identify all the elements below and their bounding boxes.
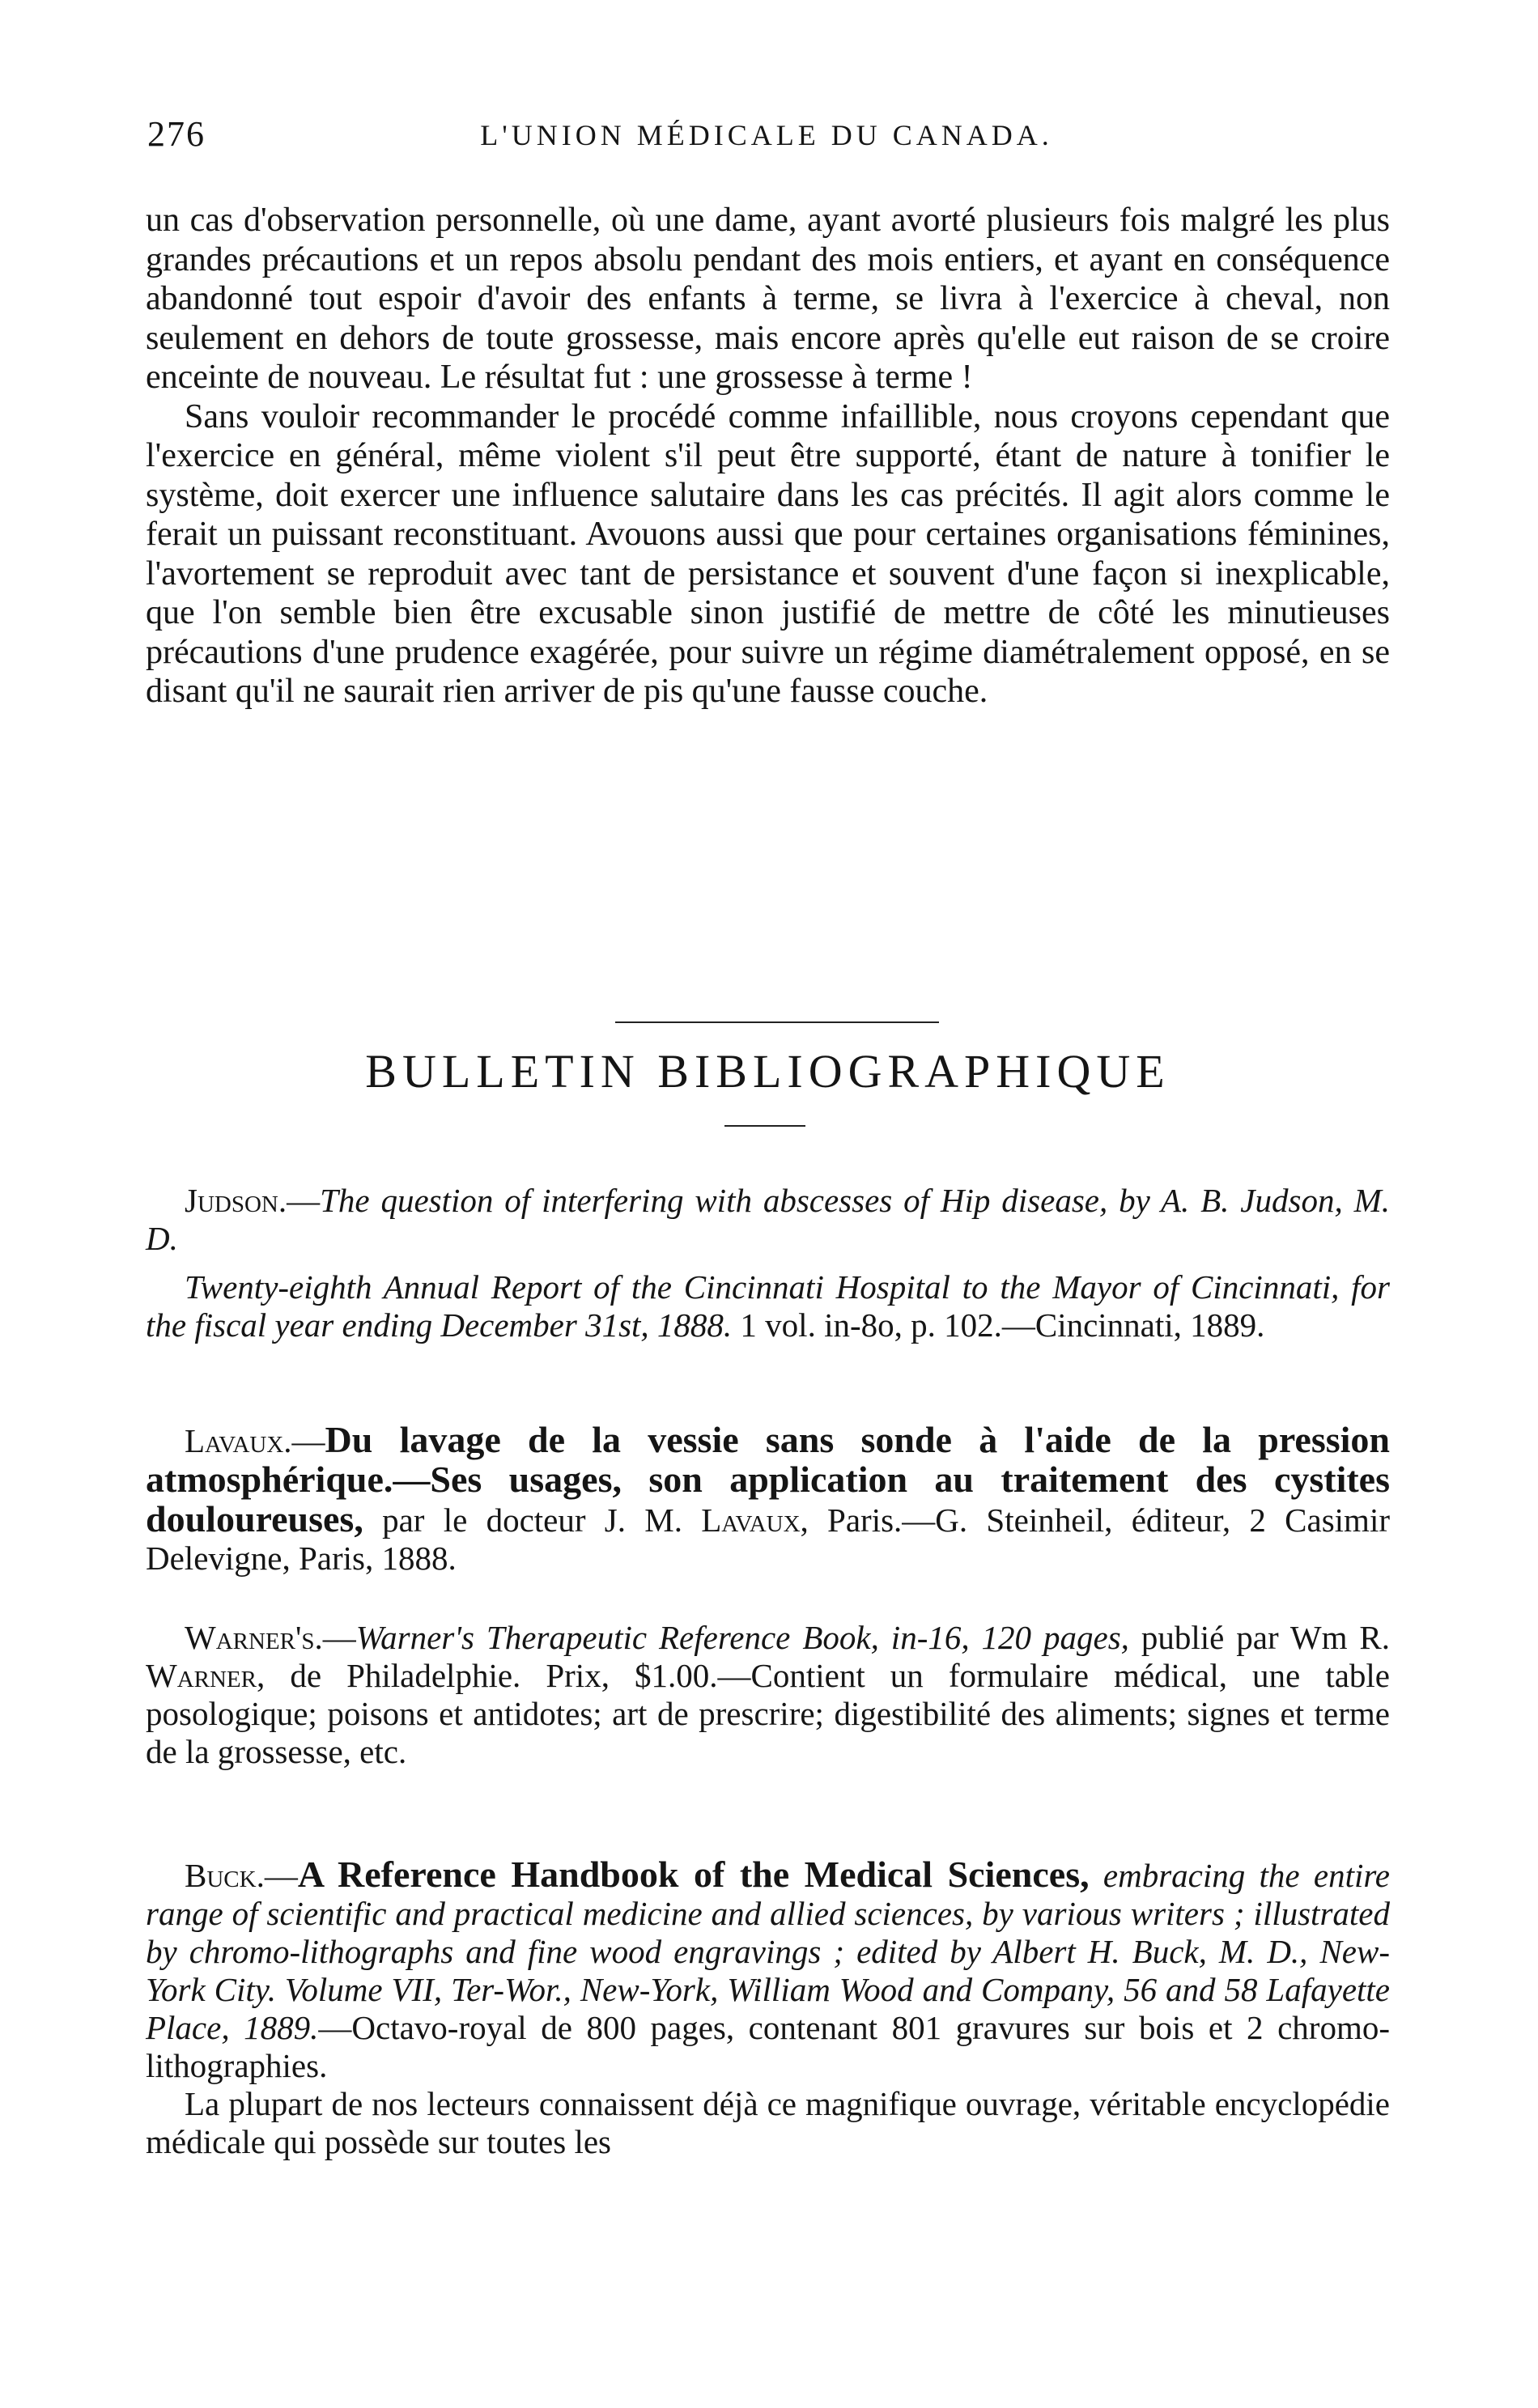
entry-judson-name: Judson. [185, 1182, 287, 1219]
entry-warner-format: in-16, 120 pages, [890, 1619, 1129, 1656]
entry-judson-title: The question of interfering with abscesses of Hip disease, [320, 1182, 1108, 1219]
entry-buck-name: Buck. [185, 1857, 265, 1894]
entry-lavaux-title: Du lavage de la vessie sans sonde à l'aide de la pression atmosphérique.—Ses usages, son application au traitement des cystites douloureuses, [146, 1419, 1390, 1540]
entry-buck-title: A Reference Handbook of the Medical Sciences, [297, 1854, 1090, 1895]
entry-lavaux-details: Paris.—G. Steinheil, éditeur, 2 Casimir Delevigne, Paris, 1888. [146, 1501, 1390, 1577]
entry-lavaux-name: Lavaux. [185, 1422, 292, 1459]
title-underline [724, 1125, 805, 1127]
entry-warner-pub-post: de Philadelphie. Prix, $1.00.—Contient un formulaire médical, une table posologique; poisons et antidotes; art de prescrire; digestibilité des aliments; signes et terme de la grossesse, etc. [146, 1657, 1390, 1770]
entry-buck: Buck.—A Reference Handbook of the Medical Sciences, embracing the entire range of scientific and practical medicine and allied sciences, by various writers ; illustrated by chromo-lithographs and fine wood engravings ; edited by Albert H. Buck, M. D., New-York City. Volume VII, Ter-Wor., New-York, William Wood and Company, 56 and 58 Lafayette Place, 1889.—Octavo-royal de 800 pages, contenant 801 gravures sur bois et 2 chromo-lithographies. La plupart de nos lecteurs connaissent déjà ce magnifique ouvrage, véritable encyclopédie médicale qui possède sur toutes les [146, 1854, 1390, 2160]
paragraph-2: Sans vouloir recommander le procédé comme infaillible, nous croyons cependant que l'exercice en général, même violent s'il peut être supporté, étant de nature à tonifier le système, doit exercer une influence salutaire dans les cas précités. Il agit alors comme le ferait un puissant reconstituant. Avouons aussi que pour certaines organisations féminines, l'avortement se reproduit avec tant de persistance et souvent d'une façon si inexplicable, que l'on semble bien être excusable sinon justifié de mettre de côté les minutieuses précautions d'une prudence exagérée, pour suivre un régime diamétralement opposé, en se disant qu'il ne saurait rien arriver de pis qu'une fausse couche. [146, 397, 1390, 710]
entry-warner-pub-pre: publié par Wm R. [1141, 1619, 1391, 1656]
section-rule-left [615, 1021, 777, 1023]
entry-buck-subtitle: embracing the entire range of scientific and practical medicine and allied sciences, by various writers ; illustrated by chromo-lithographs and fine wood engravings ; edited by Albert H. Buck, M. D., New-York City. Volume VII, Ter-Wor., New-York, William Wood and Company, 56 and 58 Lafayette Place, 1889. [146, 1857, 1390, 2046]
entry-buck-details: —Octavo-royal de 800 pages, contenant 801 gravures sur bois et 2 chromo-lithographies. [146, 2009, 1390, 2084]
running-title: L'UNION MÉDICALE DU CANADA. [480, 119, 1053, 151]
section-title: BULLETIN BIBLIOGRAPHIQUE [365, 1045, 1170, 1098]
section-rule-right [777, 1021, 939, 1023]
closing-paragraph: La plupart de nos lecteurs connaissent déjà ce magnifique ouvrage, véritable encyclopédie médicale qui possède sur toutes les [146, 2085, 1390, 2160]
entry-warner-publisher: Warner, [146, 1657, 266, 1694]
entry-cincinnati [146, 1268, 1390, 1344]
entry-cincinnati-title: Twenty-eighth Annual Report of the Cincinnati Hospital to the Mayor of Cincinnati, for the fiscal year ending December 31st, 1888. [146, 1268, 1390, 1344]
entry-lavaux-author: Lavaux, [701, 1501, 809, 1539]
entry-judson: Judson.—The question of interfering with abscesses of Hip disease, by A. B. Judson, M. D. [146, 1182, 1390, 1257]
page-number: 276 [147, 114, 206, 154]
entry-lavaux: Lavaux.—Du lavage de la vessie sans sonde à l'aide de la pression atmosphérique.—Ses usages, son application au traitement des cystites douloureuses, par le docteur J. M. Lavaux, Paris.—G. Steinheil, éditeur, 2 Casimir Delevigne, Paris, 1888. [146, 1419, 1390, 1577]
entry-judson-byline: by A. B. Judson, M. D. [146, 1182, 1390, 1257]
entry-warner-name: Warner's. [185, 1619, 323, 1656]
paragraph-1: un cas d'observation personnelle, où une dame, ayant avorté plusieurs fois malgré les plus grandes précautions et un repos absolu pendant des mois entiers, et ayant en conséquence abandonné tout espoir d'avoir des enfants à terme, se livra à l'exercice à cheval, non seulement en dehors de toute grossesse, mais encore après qu'elle eut raison de se croire enceinte de nouveau. Le résultat fut : une grossesse à terme ! [146, 202, 1390, 396]
entry-lavaux-pre-author: par le docteur J. M. [382, 1501, 682, 1539]
entry-cincinnati-details: 1 vol. in-8o, p. 102.—Cincinnati, 1889. [740, 1306, 1265, 1344]
article-body [146, 201, 1390, 711]
entry-warner-title: Warner's Therapeutic Reference Book, [355, 1619, 879, 1656]
entry-warner: Warner's.—Warner's Therapeutic Reference Book, in-16, 120 pages, publié par Wm R. Warner, de Philadelphie. Prix, $1.00.—Contient un formulaire médical, une table posologique; poisons et antidotes; art de prescrire; digestibilité des aliments; signes et terme de la grossesse, etc. [146, 1619, 1391, 1770]
